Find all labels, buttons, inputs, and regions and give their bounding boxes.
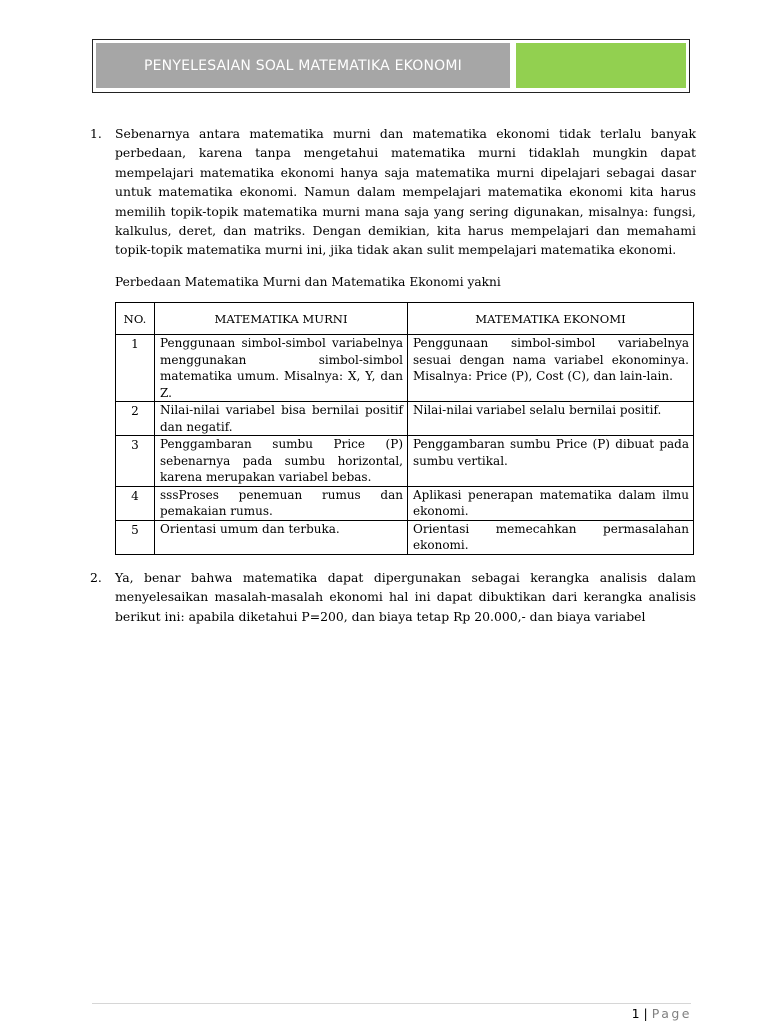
cell-ekonomi: Penggambaran sumbu Price (P) dibuat pada sumbu vertikal. [408, 436, 694, 487]
row-number: 4 [116, 486, 155, 520]
list-item-number: 1. [90, 126, 102, 141]
table-row [116, 402, 694, 436]
cell-murni: Nilai-nilai variabel bisa bernilai positif dan negatif. [155, 402, 408, 436]
cell-ekonomi: Nilai-nilai variabel selalu bernilai positif. [408, 402, 694, 436]
page-footer [632, 1006, 692, 1021]
page-number: 1 [631, 1006, 640, 1021]
header-title-panel [96, 43, 510, 88]
cell-murni: Orientasi umum dan terbuka. [155, 520, 408, 554]
row-number: 3 [116, 436, 155, 487]
list-item-number: 2. [90, 569, 102, 585]
table-row [116, 436, 694, 487]
cell-murni: Penggambaran sumbu Price (P) sebenarnya pada sumbu horizontal, karena merupakan variabel bebas. [155, 436, 408, 487]
cell-murni: sssProses penemuan rumus dan pemakaian rumus. [155, 486, 408, 520]
header-no: NO. [116, 303, 155, 335]
cell-ekonomi: Penggunaan simbol-simbol variabelnya sesuai dengan nama variabel ekonominya. Misalnya: Price (P), Cost (C), dan lain-lain. [408, 335, 694, 402]
page-header [92, 39, 690, 93]
cell-murni: Penggunaan simbol-simbol variabelnya menggunakan simbol-simbol matematika umum. Misalnya: X, Y, dan Z. [155, 335, 408, 402]
list-item-text: Ya, benar bahwa matematika dapat dipergunakan sebagai kerangka analisis dalam menyelesaikan masalah-masalah ekonomi hal ini dapat dibuktikan dari kerangka analisis berikut ini: apabila diketahui P=200, dan biaya tetap Rp 20.000,- dan biaya variabel [115, 569, 696, 624]
table-row [116, 486, 694, 520]
page-label: Page [651, 1006, 692, 1021]
list-item-text: Sebenarnya antara matematika murni dan matematika ekonomi tidak terlalu banyak perbedaan, karena tanpa mengetahui matematika murni tidaklah mungkin dapat mempelajari matematika ekonomi hanya saja matematika murni dipelajari sebagai dasar untuk matematika ekonomi. Namun dalam mempelajari matematika ekonomi kita harus memilih topik-topik matematika murni mana saja yang sering digunakan, misalnya: fungsi, kalkulus, deret, dan matriks. Dengan demikian, kita harus mempelajari dan memahami topik-topik matematika murni ini, jika tidak akan sulit mempelajari matematika ekonomi. [115, 126, 696, 258]
document-body [90, 124, 696, 626]
cell-ekonomi: Orientasi memecahkan permasalahan ekonomi. [408, 520, 694, 554]
table-row [116, 520, 694, 554]
table-row [116, 335, 694, 402]
header-murni: MATEMATIKA MURNI [155, 303, 408, 335]
table-caption: Perbedaan Matematika Murni dan Matematika Ekonomi yakni [115, 274, 501, 289]
list-item-2 [90, 568, 696, 626]
footer-separator: | [643, 1006, 648, 1021]
row-number: 1 [116, 335, 155, 402]
list-item-1 [90, 124, 696, 260]
header-title: PENYELESAIAN SOAL MATEMATIKA EKONOMI [143, 57, 462, 74]
cell-ekonomi: Aplikasi penerapan matematika dalam ilmu ekonomi. [408, 486, 694, 520]
footer-divider [92, 1003, 691, 1004]
table-header-row [116, 303, 694, 335]
row-number: 5 [116, 520, 155, 554]
row-number: 2 [116, 402, 155, 436]
comparison-table [115, 302, 694, 555]
header-ekonomi: MATEMATIKA EKONOMI [408, 303, 694, 335]
header-accent-panel [516, 43, 686, 88]
